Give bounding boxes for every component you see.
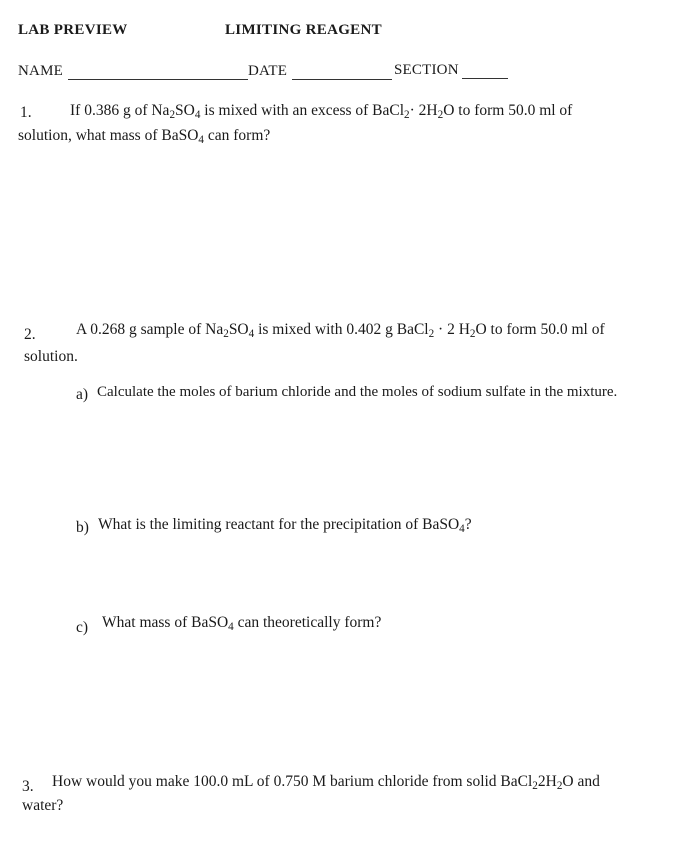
question-2a-label: a)	[76, 386, 89, 403]
question-2-line-1: A 0.268 g sample of $Na_2SO_4$ is mixed with 0.402 g BaCl$_2$ · 2 $H_2O$ to form 50.0 ml of	[76, 321, 605, 340]
question-2c-text: What mass of BaSO$_4$ can theoretically form?	[102, 614, 382, 633]
page-title: LIMITING REAGENT	[225, 22, 382, 38]
question-2b-text: What is the limiting reactant for the precipitation of BaSO$_4$?	[98, 516, 472, 535]
date-label: DATE	[248, 63, 288, 79]
question-3-line-2: water?	[22, 797, 64, 814]
question-2-number: 2.	[24, 326, 36, 343]
question-2c-label: c)	[76, 619, 89, 636]
name-field[interactable]	[68, 79, 248, 80]
question-3-line-1: How would you make 100.0 mL of 0.750 M barium chloride from solid $BaCl_22H_2O$ and	[52, 773, 600, 792]
question-1-number: 1.	[20, 104, 32, 121]
question-3-number: 3.	[22, 778, 34, 795]
section-field[interactable]	[462, 78, 508, 79]
question-2a-text: Calculate the moles of barium chloride and the moles of sodium sulfate in the mixture.	[97, 384, 618, 400]
lab-preview-heading: LAB PREVIEW	[18, 22, 128, 38]
question-2-line-2: solution.	[24, 348, 78, 365]
name-label: NAME	[18, 63, 63, 79]
question-1-line-1: If 0.386 g of $Na_2SO_4$ is mixed with an excess of BaCl$_2$· $2H_2O$ to form 50.0 ml of	[70, 102, 573, 121]
question-1-line-2: solution, what mass of BaSO$_4$ can form?	[18, 127, 271, 146]
question-2b-label: b)	[76, 519, 89, 536]
date-field[interactable]	[292, 79, 392, 80]
section-label: SECTION	[394, 62, 459, 78]
